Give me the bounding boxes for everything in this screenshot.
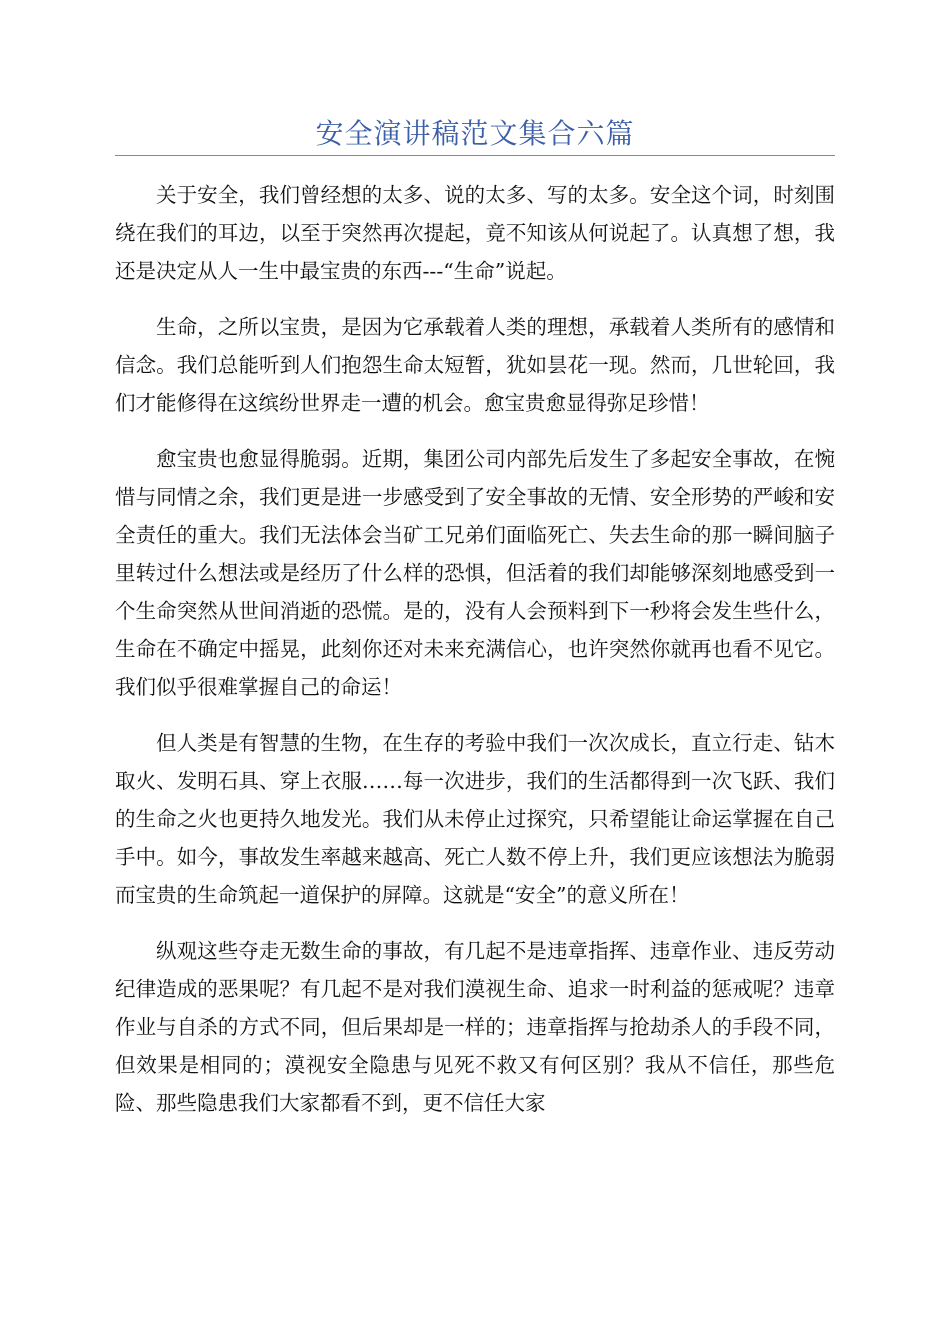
document-title: 安全演讲稿范文集合六篇 [315,117,635,150]
paragraph-4: 但人类是有智慧的生物，在生存的考验中我们一次次成长，直立行走、钻木取火、发明石具、穿上衣服……每一次进步，我们的生活都得到一次飞跃、我们的生命之火也更持久地发光。我们从未停止过探究，只希望能让命运掌握在自己手中。如今，事故发生率越来越高、死亡人数不停上升，我们更应该想法为脆弱而宝贵的生命筑起一道保护的屏障。这就是“安全”的意义所在！ [115,731,835,907]
title-underline [115,155,835,156]
paragraph-3: 愈宝贵也愈显得脆弱。近期，集团公司内部先后发生了多起安全事故，在惋惜与同情之余，我们更是进一步感受到了安全事故的无情、安全形势的严峻和安全责任的重大。我们无法体会当矿工兄弟们面临死亡、失去生命的那一瞬间脑子里转过什么想法或是经历了什么样的恐惧，但活着的我们却能够深刻地感受到一个生命突然从世间消逝的恐慌。是的，没有人会预料到下一秒将会发生些什么，生命在不确定中摇晃，此刻你还对未来充满信心，也许突然你就再也看不见它。我们似乎很难掌握自己的命运！ [115,447,835,699]
paragraph-5: 纵观这些夺走无数生命的事故，有几起不是违章指挥、违章作业、违反劳动纪律造成的恶果呢？有几起不是对我们漠视生命、追求一时利益的惩戒呢？违章作业与自杀的方式不同，但后果却是一样的；违章指挥与抢劫杀人的手段不同，但效果是相同的；漠视安全隐患与见死不救又有何区别？我从不信任，那些危险、那些隐患我们大家都看不到，更不信任大家 [115,939,835,1115]
paragraph-1: 关于安全，我们曾经想的太多、说的太多、写的太多。安全这个词，时刻围绕在我们的耳边，以至于突然再次提起，竟不知该从何说起了。认真想了想，我还是决定从人一生中最宝贵的东西---“生命”说起。 [115,183,835,283]
paragraph-2: 生命，之所以宝贵，是因为它承载着人类的理想，承载着人类所有的感情和信念。我们总能听到人们抱怨生命太短暂，犹如昙花一现。然而，几世轮回，我们才能修得在这缤纷世界走一遭的机会。愈宝贵愈显得弥足珍惜！ [115,315,835,415]
document-body [115,176,835,1140]
